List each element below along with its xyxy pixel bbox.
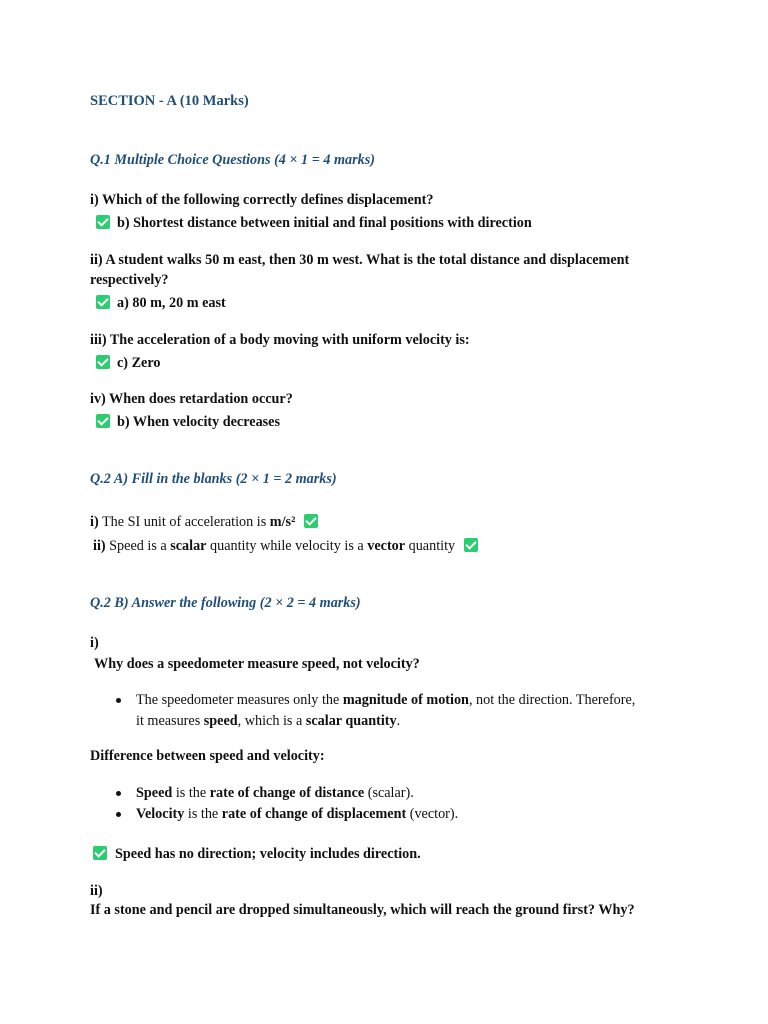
conclusion xyxy=(93,845,688,864)
check-mark-icon xyxy=(96,295,110,309)
q2a-item-1 xyxy=(90,513,688,532)
item-text: The SI unit of acceleration is xyxy=(98,514,270,530)
item-text: quantity xyxy=(405,538,456,554)
answer-text: a) 80 m, 20 m east xyxy=(117,295,226,311)
q1-i-answer xyxy=(96,214,688,233)
q1-heading: Q.1 Multiple Choice Questions (4 × 1 = 4 marks) xyxy=(90,152,375,168)
difference-item-velocity: Velocity is the rate of change of displacement (vector). xyxy=(136,806,459,822)
bullet-dot xyxy=(116,698,121,703)
q1-i-question: i) Which of the following correctly defines displacement? xyxy=(90,192,434,208)
item-text: Speed is a xyxy=(105,538,171,554)
item-answer: scalar xyxy=(170,538,207,554)
answer-text: b) When velocity decreases xyxy=(117,414,281,430)
conclusion-text: Speed has no direction; velocity includes direction. xyxy=(115,846,421,862)
bullet-dot xyxy=(116,812,121,817)
q2b-ii-number: ii) xyxy=(90,883,103,899)
q2b-heading: Q.2 B) Answer the following (2 × 2 = 4 marks) xyxy=(90,595,361,611)
check-mark-icon xyxy=(96,414,110,428)
check-mark-icon xyxy=(93,846,107,860)
q2b-i-question: Why does a speedometer measure speed, not velocity? xyxy=(94,656,420,672)
difference-item-speed: Speed is the rate of change of distance (scalar). xyxy=(136,785,414,801)
check-mark-icon xyxy=(304,514,318,528)
q1-ii-question-line2: respectively? xyxy=(90,272,169,288)
q2a-heading: Q.2 A) Fill in the blanks (2 × 1 = 2 marks) xyxy=(90,471,337,487)
q2b-i-bullet-text: The speedometer measures only the magnitude of motion, not the direction. Therefore, it measures speed, which is a scalar quantity. xyxy=(136,692,636,729)
q1-ii-question-line1: ii) A student walks 50 m east, then 30 m west. What is the total distance and displacement xyxy=(90,252,630,268)
q1-iv-answer xyxy=(96,413,688,432)
check-mark-icon xyxy=(464,538,478,552)
q1-iv-question: iv) When does retardation occur? xyxy=(90,391,293,407)
answer-text: b) Shortest distance between initial and final positions with direction xyxy=(117,215,532,231)
answer-text: c) Zero xyxy=(117,355,161,371)
q1-iii-question: iii) The acceleration of a body moving with uniform velocity is: xyxy=(90,332,470,348)
q2b-i-number: i) xyxy=(90,635,99,651)
check-mark-icon xyxy=(96,355,110,369)
q2b-ii-question: If a stone and pencil are dropped simultaneously, which will reach the ground first? Why? xyxy=(90,902,635,918)
q1-ii-answer xyxy=(96,294,688,313)
item-answer: vector xyxy=(367,538,406,554)
item-number: i) xyxy=(90,514,99,530)
bullet-dot xyxy=(116,791,121,796)
section-title: SECTION - A (10 Marks) xyxy=(90,93,249,109)
q1-iii-answer xyxy=(96,354,688,373)
difference-heading: Difference between speed and velocity: xyxy=(90,748,325,764)
item-number: ii) xyxy=(93,538,106,554)
item-text: quantity while velocity is a xyxy=(206,538,368,554)
item-answer: m/s² xyxy=(269,514,296,530)
check-mark-icon xyxy=(96,215,110,229)
q2a-item-2 xyxy=(93,537,688,556)
